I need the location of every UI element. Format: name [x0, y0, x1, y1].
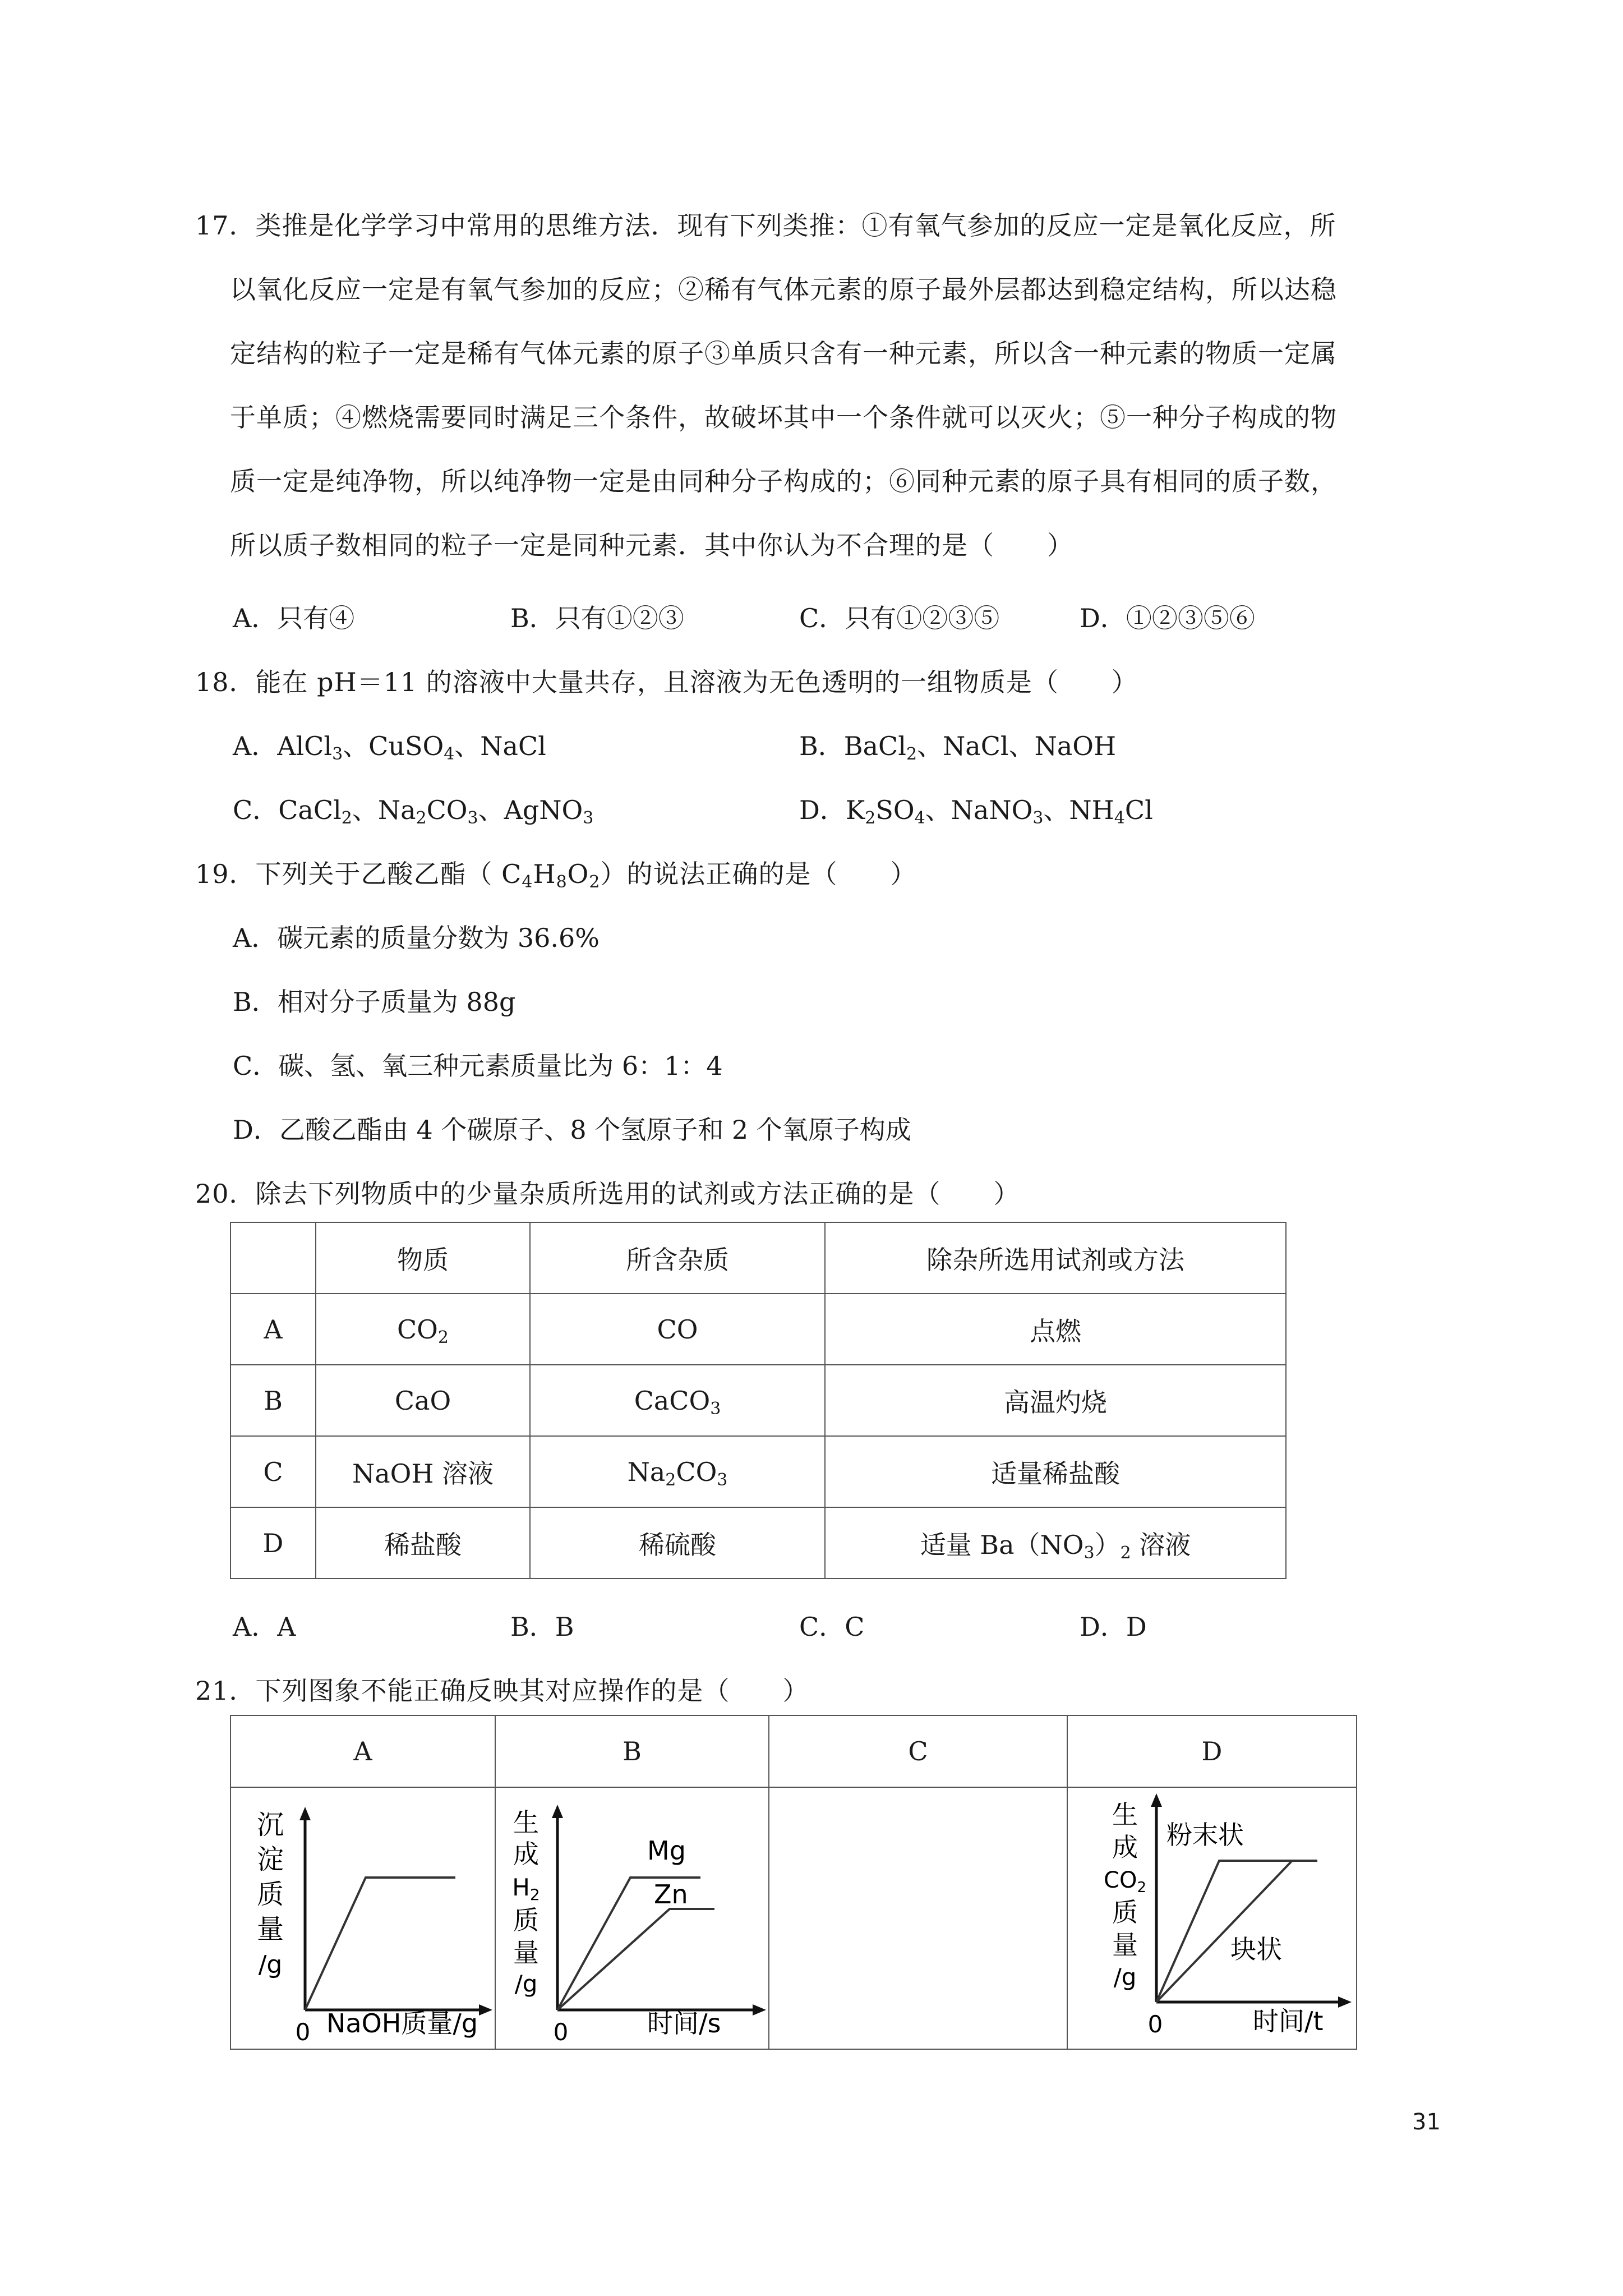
graph-b-ylabel-2: 成	[513, 1839, 539, 1869]
q20-row-a-impurity: CO	[530, 1294, 825, 1365]
q17-line-3: 定结构的粒子一定是稀有气体元素的原子③单质只含有一种元素，所以含一种元素的物质一定属	[230, 338, 1337, 369]
q18-option-d: D．$K_2SO_4$、NaNO$_3$、$NH_4Cl$	[799, 795, 1153, 828]
graph-d-ylabel-4: 质	[1112, 1897, 1138, 1927]
q20-row-a-label: A	[230, 1294, 316, 1365]
graph-d-ylabel-5: 量	[1112, 1930, 1138, 1960]
graph-d-series-block: 块状	[1230, 1934, 1282, 1964]
q21-graph-d-cell	[1067, 1787, 1357, 2049]
graph-b-origin: 0	[553, 2018, 569, 2042]
q17-option-c: C．只有①②③⑤	[799, 603, 1000, 633]
q20-row-d-impurity: 稀硫酸	[530, 1507, 825, 1579]
q19-option-d: D．乙酸乙酯由 4 个碳原子、8 个氢原子和 2 个氧原子构成	[233, 1115, 911, 1145]
graph-b-series-mg: Mg	[647, 1835, 686, 1866]
q19-stem: 19．下列关于乙酸乙酯（ $C_4H_8O_2$）的说法正确的是（ ）	[195, 859, 917, 892]
q20-header-substance: 物质	[316, 1222, 530, 1294]
graph-d-xlabel: 时间/t	[1253, 2006, 1324, 2036]
q21-header-d: D	[1067, 1715, 1357, 1787]
q20-row-d-substance: 稀盐酸	[316, 1507, 530, 1579]
q20-table	[230, 1222, 1287, 1579]
graph-d-ylabel-2: 成	[1112, 1832, 1138, 1862]
graph-a-x-arrow	[479, 2004, 492, 2016]
q20-row-d-label: D	[230, 1507, 316, 1579]
q20-row-a-substance: $CO_2$	[316, 1294, 530, 1365]
page-number: 31	[1412, 2109, 1441, 2135]
q21-header-c: C	[769, 1715, 1067, 1787]
graph-b-series-zn: Zn	[654, 1879, 688, 1910]
q21-stem: 21．下列图象不能正确反映其对应操作的是（ ）	[195, 1676, 809, 1706]
graph-b-ylabel-4: 质	[513, 1905, 539, 1935]
q20-stem: 20．除去下列物质中的少量杂质所选用的试剂或方法正确的是（ ）	[195, 1179, 1020, 1209]
q20-row-b-substance: CaO	[316, 1365, 530, 1436]
graph-d-curve-block	[1156, 1861, 1292, 2002]
graph-b-x-arrow	[753, 2004, 766, 2016]
graph-d-y-arrow	[1151, 1793, 1162, 1807]
q21-graph-a	[231, 1788, 495, 2042]
graph-d-origin: 0	[1147, 2010, 1163, 2038]
q21-graph-c-cell	[769, 1787, 1067, 2049]
q17-option-b: B．只有①②③	[510, 603, 684, 633]
q20-option-c: C．C	[799, 1612, 865, 1642]
q17-option-d: D．①②③⑤⑥	[1080, 603, 1255, 633]
graph-b-xlabel: 时间/s	[647, 2008, 721, 2039]
graph-a-xlabel: NaOH质量/g	[326, 2008, 478, 2039]
graph-d-curve-powder	[1156, 1861, 1317, 2002]
q20-option-a: A．A	[233, 1612, 296, 1642]
graph-d-ylabel-1: 生	[1112, 1800, 1138, 1830]
q20-header-blank	[230, 1222, 316, 1294]
q21-header-a: A	[230, 1715, 495, 1787]
q19-option-c: C．碳、氢、氧三种元素质量比为 6：1：4	[233, 1051, 723, 1081]
graph-a-ylabel-1: 沉	[256, 1809, 284, 1841]
q20-row-b-label: B	[230, 1365, 316, 1436]
q18-option-c: C．CaCl$_2$、$Na_2CO_3$、AgNO$_3$	[233, 795, 594, 828]
q21-graph-b	[496, 1788, 768, 2042]
q20-row-c-impurity: $Na_2CO_3$	[530, 1436, 825, 1507]
q20-row-c-method: 适量稀盐酸	[825, 1436, 1286, 1507]
q21-header-b: B	[495, 1715, 769, 1787]
q20-row-b-impurity: CaCO$_3$	[530, 1365, 825, 1436]
q20-row-c-substance: NaOH 溶液	[316, 1436, 530, 1507]
graph-b-y-arrow	[552, 1805, 563, 1818]
graph-b-ylabel-6: /g	[514, 1970, 538, 1998]
q20-row-c-label: C	[230, 1436, 316, 1507]
graph-b-ylabel-3: H2	[512, 1874, 540, 1904]
graph-b-ylabel-5: 量	[513, 1938, 539, 1968]
graph-b-ylabel-1: 生	[513, 1807, 539, 1838]
q17-line-5: 质一定是纯净物，所以纯净物一定是由同种分子构成的；⑥同种元素的原子具有相同的质子数，	[230, 466, 1337, 496]
graph-d-ylabel-6: /g	[1113, 1963, 1137, 1991]
graph-a-origin: 0	[295, 2018, 311, 2042]
q17-line-6: 所以质子数相同的粒子一定是同种元素．其中你认为不合理的是（ ）	[230, 530, 1073, 560]
graph-a-ylabel-2: 淀	[256, 1844, 284, 1875]
q20-row-a-method: 点燃	[825, 1294, 1286, 1365]
q21-graph-d	[1068, 1788, 1356, 2042]
q21-graph-b-cell	[495, 1787, 769, 2049]
q20-option-d: D．D	[1080, 1612, 1147, 1642]
graph-a-ylabel-5: /g	[258, 1950, 283, 1979]
q17-option-a: A．只有④	[233, 603, 355, 633]
q19-option-b: B．相对分子质量为 88g	[233, 987, 516, 1017]
graph-a-ylabel-4: 量	[256, 1913, 284, 1945]
q20-row-d-method: 适量 $Ba(NO_3)_2$ 溶液	[825, 1507, 1286, 1579]
graph-b-curve-zn	[557, 1909, 714, 2010]
graph-d-x-arrow	[1338, 1996, 1352, 2008]
q20-option-b: B．B	[510, 1612, 574, 1642]
q20-header-impurity: 所含杂质	[530, 1222, 825, 1294]
graph-d-series-powder: 粉末状	[1166, 1820, 1244, 1850]
q17-line-4: 于单质；④燃烧需要同时满足三个条件，故破坏其中一个条件就可以灭火；⑤一种分子构成的物	[230, 402, 1337, 432]
q18-option-a: A．AlCl$_3$、CuSO$_4$、NaCl	[233, 731, 546, 764]
q19-option-a: A．碳元素的质量分数为 36.6%	[233, 923, 600, 953]
q18-stem: 18．能在 pH＝11 的溶液中大量共存，且溶液为无色透明的一组物质是（ ）	[195, 667, 1138, 697]
q20-row-b-method: 高温灼烧	[825, 1365, 1286, 1436]
graph-a-y-arrow	[299, 1807, 311, 1820]
graph-a-curve	[305, 1878, 455, 2010]
graph-d-ylabel-3: $CO_2$	[1104, 1867, 1146, 1896]
graph-a-ylabel-3: 质	[256, 1879, 284, 1910]
q18-option-b: B．BaCl$_2$、NaCl、NaOH	[799, 731, 1117, 764]
q20-header-method: 除杂所选用试剂或方法	[825, 1222, 1286, 1294]
q21-table	[230, 1715, 1357, 2050]
q17-line-2: 以氧化反应一定是有氧气参加的反应；②稀有气体元素的原子最外层都达到稳定结构，所以达稳	[230, 274, 1337, 305]
q17-line-1: 17．类推是化学学习中常用的思维方法．现有下列类推：①有氧气参加的反应一定是氧化反应，所	[195, 210, 1336, 241]
q21-graph-a-cell	[230, 1787, 495, 2049]
